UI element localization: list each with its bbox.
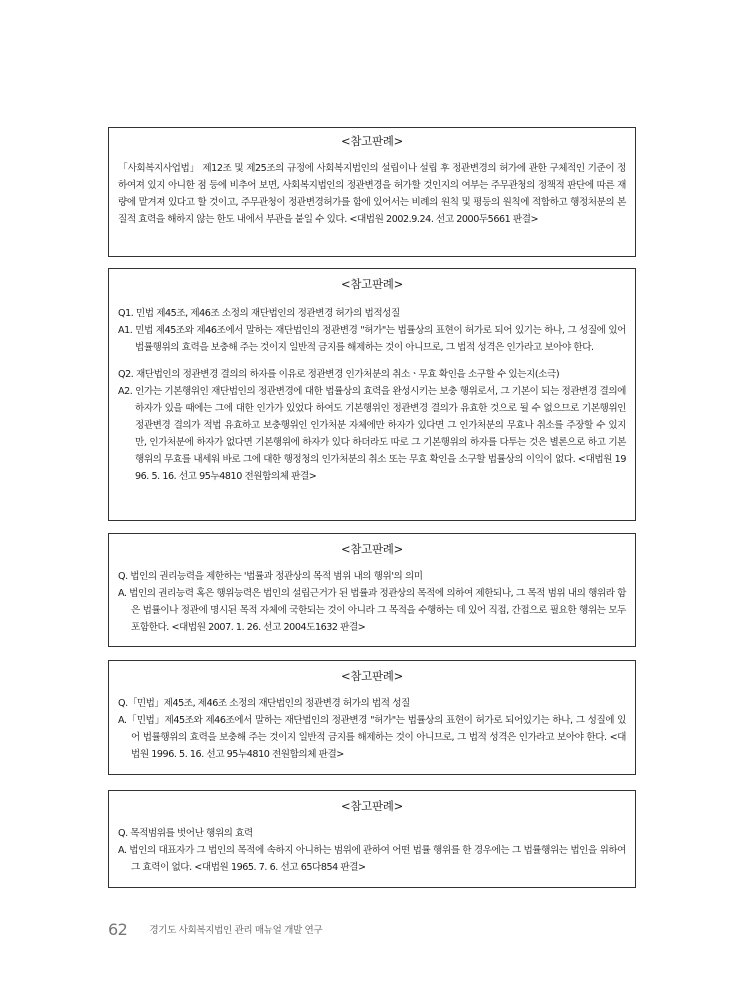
question-text: Q2. 재단법인의 정관변경 결의의 하자를 이유로 정관변경 인가처분의 취소ㆍ무효 확인을 소구할 수 있는지(소극) [118,369,560,380]
case-box-title: <참고판례> [341,799,403,813]
page-number: 62 [108,919,128,939]
question-text: Q1. 민법 제45조, 제46조 소정의 재단법인의 정관변경 허가의 법적성질 [118,308,400,319]
case-box-title: <참고판례> [341,669,403,683]
case-box-5 [108,790,636,888]
answer-text: A. 법인의 대표자가 그 법인의 목적에 속하지 아니하는 범위에 관하여 어떤 법률 행위를 한 경우에는 그 법률행위는 법인을 위하여 그 효력이 없다. <대법원 1965. 7. 6. 선고 65다854 판결> [118,845,626,873]
qa-block [118,568,626,636]
question-text: Q.「민법」제45조, 제46조 소정의 재단법인의 정관변경 허가의 법적 성질 [118,698,410,709]
case-box-2 [108,268,636,521]
case-box-3 [108,533,636,647]
question-text: Q. 목적범위를 벗어난 행위의 효력 [118,828,253,839]
case-box-title: <참고판례> [341,134,403,148]
qa-block [118,825,626,876]
answer-text: A2. 인가는 기본행위인 재단법인의 정관변경에 대한 법률상의 효력을 완성시키는 보충 행위로서, 그 기본이 되는 정관변경 결의에 하자가 있을 때에는 그에 대한 인가가 있었다 하여도 기본행위인 정관변경 결의가 유효한 것으로 될 수 없으므로 기본행위인 정관변경 결의가 적법 유효하고 보충행위인 인가처분 자체에만 하자가 있다면 그 인가처분의 무효나 취소를 주장할 수 있지만, 인가처분에 하자가 없다면 기본행위에 하자가 있다 하더라도 따로 그 기본행위의 하자를 다투는 것은 별론으로 하고 기본행위의 무효를 내세워 바로 그에 대한 행정청의 인가처분의 취소 또는 무효 확인을 소구할 법률상의 이익이 없다. <대법원 1996. 5. 16. 선고 95누4810 전원합의체 판결> [118,386,626,482]
qa-block [118,305,626,485]
answer-text: A.「민법」제45조와 제46조에서 말하는 재단법인의 정관변경 "허가"는 법률상의 표현이 허가로 되어있기는 하나, 그 성질에 있어 법률행위의 효력을 보충해 주는 것이지 일반적 금지를 해제하는 것이 아니므로, 그 법적 성격은 인가라고 보아야 한다. <대법원 1996. 5. 16. 선고 95누4810 전원합의체 판결> [118,715,626,760]
running-title: 경기도 사회복지법인 관리 매뉴얼 개발 연구 [149,925,323,936]
answer-text: A1. 민법 제45조와 제46조에서 말하는 재단법인의 정관변경 "허가"는 법률상의 표현이 허가로 되어 있기는 하나, 그 성질에 있어 법률행위의 효력을 보충해 주는 것이지 일반적 금지를 해제하는 것이 아니므로, 그 법적 성격은 인가라고 보아야 한다. [118,325,626,353]
qa-block [118,695,626,763]
answer-text: A. 법인의 권리능력 혹은 행위능력은 법인의 설립근거가 된 법률과 정관상의 목적에 의하여 제한되나, 그 목적 범위 내의 행위라 함은 법률이나 정관에 명시된 목적 자체에 국한되는 것이 아니라 그 목적을 수행하는 데 있어 직접, 간접으로 필요한 행위는 모두 포함한다. <대법원 2007. 1. 26. 선고 2004도1632 판결> [118,588,626,633]
case-box-4 [108,660,636,775]
case-box-title: <참고판례> [341,277,403,291]
page-footer [108,919,322,939]
case-paragraph: 「사회복지사업법」 제12조 및 제25조의 규정에 사회복지법인의 설립이나 설립 후 정관변경의 허가에 관한 구체적인 기준이 정하여져 있지 아니한 점 등에 비추어 보면, 사회복지법인의 정관변경을 허가할 것인지의 여부는 주무관청의 정책적 판단에 따른 재량에 맡겨져 있다고 할 것이고, 주무관청이 정관변경허가를 함에 있어서는 비례의 원칙 및 평등의 원칙에 적합하고 행정처분의 본질적 효력을 해하지 않는 한도 내에서 부관을 붙일 수 있다. <대법원 2002.9.24. 선고 2000두5661 판결> [118,163,626,225]
question-text: Q. 법인의 권리능력을 제한하는 '법률과 정관상의 목적 범위 내의 행위'의 의미 [118,571,423,582]
case-box-title: <참고판례> [341,542,403,556]
case-box-1 [108,127,636,257]
